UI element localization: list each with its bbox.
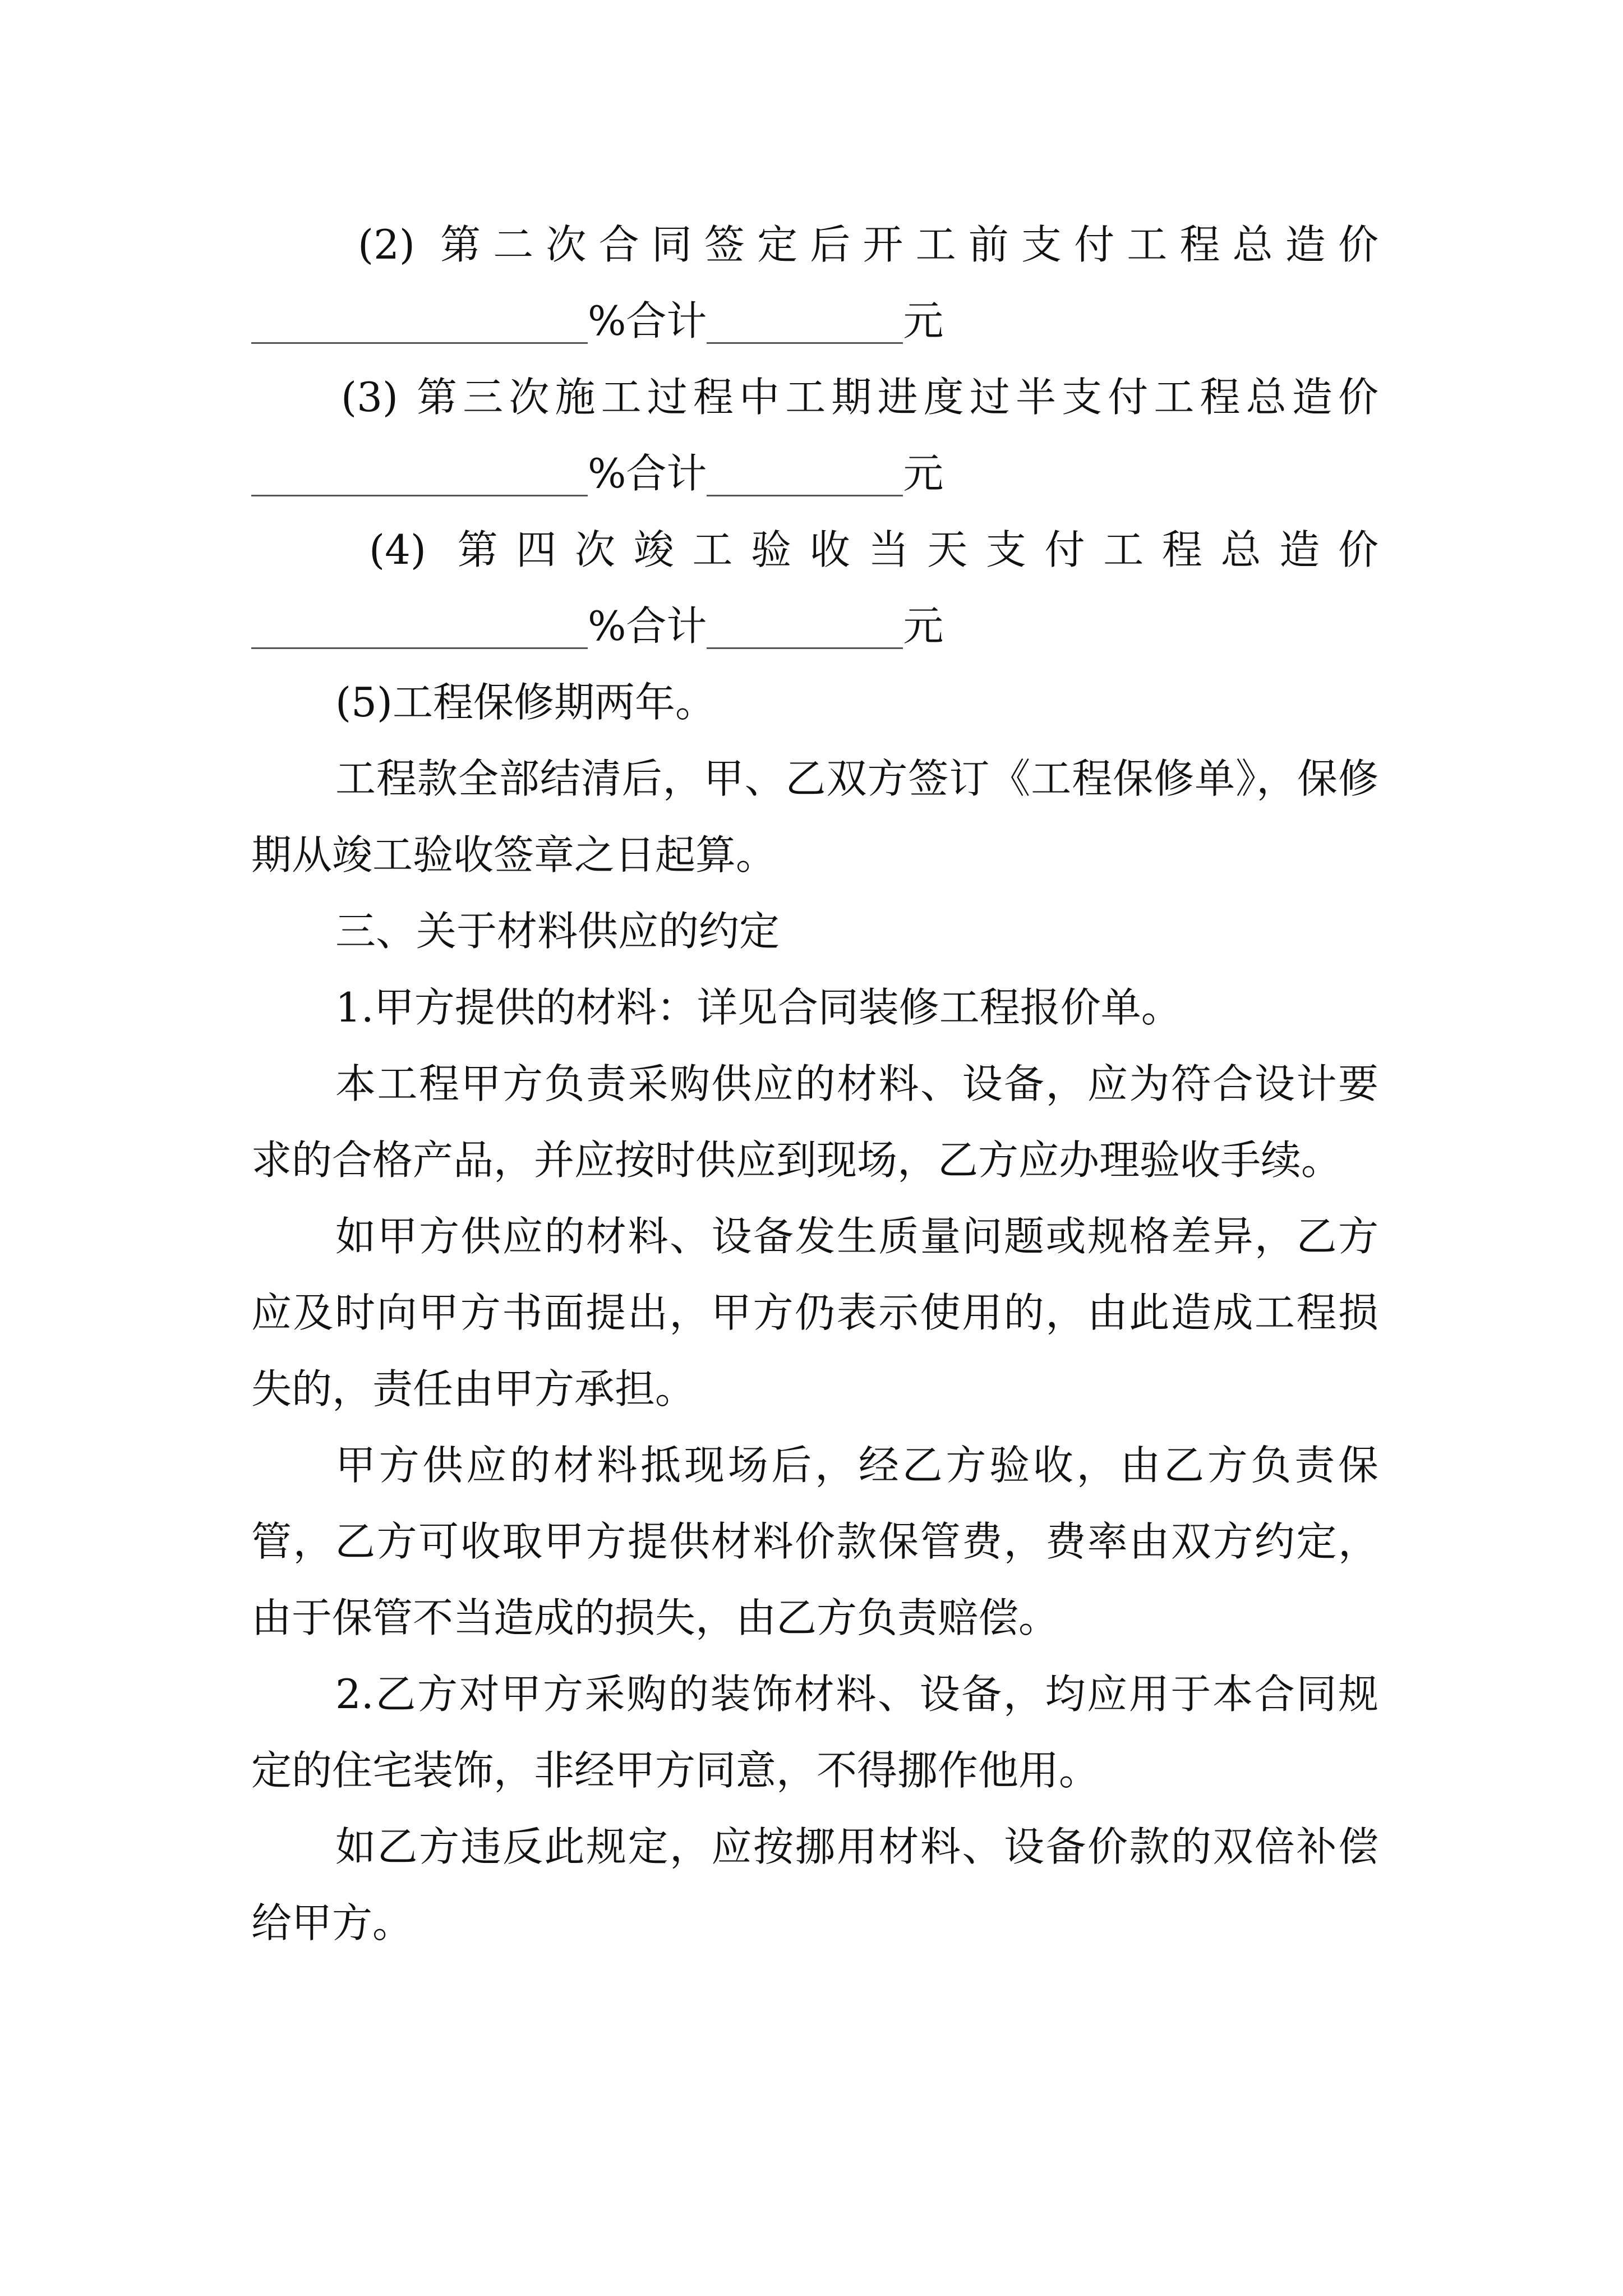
- percent-label: %合计: [588, 450, 707, 497]
- percent-blank[interactable]: [251, 604, 588, 649]
- percent-label: %合计: [588, 602, 707, 650]
- payment-item-2-head: (2) 第二次合同签定后开工前支付工程总造价: [358, 221, 1378, 268]
- material-use-clause: 2.乙方对甲方采购的装饰材料、设备，均应用于本合同规定的住宅装饰，非经甲方同意，不得挪作他用。: [251, 1671, 1378, 1794]
- payment-item-4-head: (4) 第四次竣工验收当天支付工程总造价: [369, 526, 1378, 573]
- payment-item-2-amount-row: [251, 283, 1378, 359]
- unit-label: 元: [903, 602, 944, 650]
- unit-label: 元: [903, 450, 944, 497]
- warranty-start-clause: 工程款全部结清后，甲、乙双方签订《工程保修单》，保修期从竣工验收签章之日起算。: [251, 755, 1378, 878]
- warranty-period-clause: (5)工程保修期两年。: [335, 679, 716, 726]
- amount-blank[interactable]: [707, 604, 903, 649]
- payment-item-4-head-row: [251, 512, 1378, 588]
- amount-blank[interactable]: [707, 451, 903, 496]
- amount-blank[interactable]: [707, 298, 903, 344]
- custody-clause: 甲方供应的材料抵现场后，经乙方验收，由乙方负责保管，乙方可收取甲方提供材料价款保管费，费率由双方约定，由于保管不当造成的损失，由乙方负责赔偿。: [251, 1442, 1378, 1641]
- contract-body: [251, 206, 1378, 1961]
- payment-item-2-head-row: [251, 206, 1378, 283]
- unit-label: 元: [903, 297, 944, 344]
- payment-item-3-head-row: [251, 359, 1378, 435]
- payment-item-4-amount-row: [251, 588, 1378, 664]
- section-heading-material-supply: 三、关于材料供应的约定: [335, 908, 780, 955]
- payment-item-3-head: (3) 第三次施工过程中工期进度过半支付工程总造价: [341, 374, 1378, 421]
- percent-label: %合计: [588, 297, 707, 344]
- payment-item-3-amount-row: [251, 435, 1378, 512]
- owner-materials-clause: 1.甲方提供的材料：详见合同装修工程报价单。: [335, 984, 1182, 1031]
- owner-procurement-clause: 本工程甲方负责采购供应的材料、设备，应为符合设计要求的合格产品，并应按时供应到现场，乙方应办理验收手续。: [251, 1060, 1378, 1184]
- percent-blank[interactable]: [251, 451, 588, 496]
- compensation-clause: 如乙方违反此规定，应按挪用材料、设备价款的双倍补偿给甲方。: [251, 1823, 1378, 1947]
- percent-blank[interactable]: [251, 298, 588, 344]
- quality-issue-clause: 如甲方供应的材料、设备发生质量问题或规格差异，乙方应及时向甲方书面提出，甲方仍表示使用的，由此造成工程损失的，责任由甲方承担。: [251, 1213, 1378, 1412]
